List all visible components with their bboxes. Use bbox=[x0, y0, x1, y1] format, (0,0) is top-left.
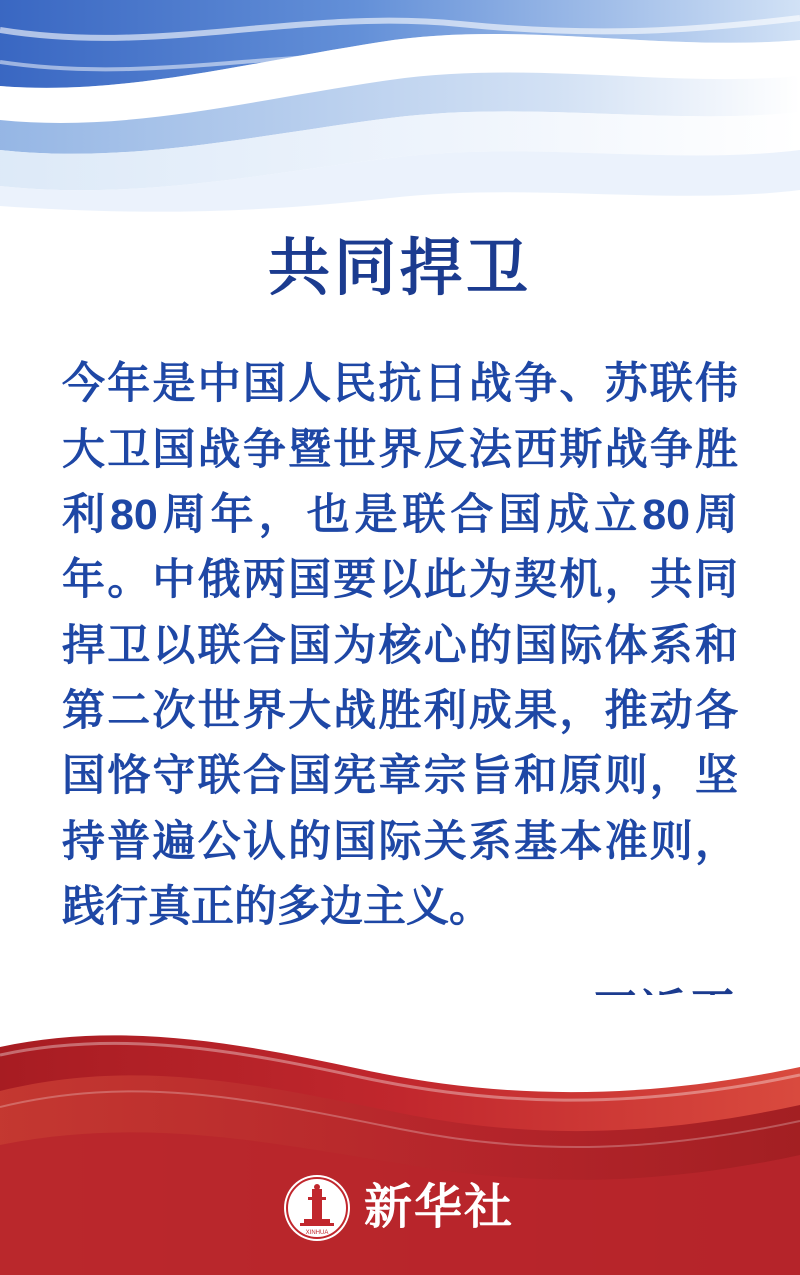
xinhua-logo bbox=[0, 1177, 800, 1239]
xinhua-logo-text: 新华社 bbox=[363, 1181, 514, 1234]
svg-text:XINHUA: XINHUA bbox=[305, 1230, 329, 1236]
page-title: 共同捍卫 bbox=[267, 234, 532, 303]
xinhua-emblem-icon bbox=[286, 1177, 348, 1239]
top-wave-decoration bbox=[0, 0, 800, 215]
quote-body: 今年是中国人民抗日战争、苏联伟大卫国战争暨世界反法西斯战争胜利80周年，也是联合国成立80周年。中俄两国要以此为契机，共同捍卫以联合国为核心的国际体系和第二次世界大战胜利成果，推动各国恪守联合国宪章宗旨和原则，坚持普遍公认的国际关系基本准则，践行真正的多边主义。 bbox=[62, 360, 738, 932]
